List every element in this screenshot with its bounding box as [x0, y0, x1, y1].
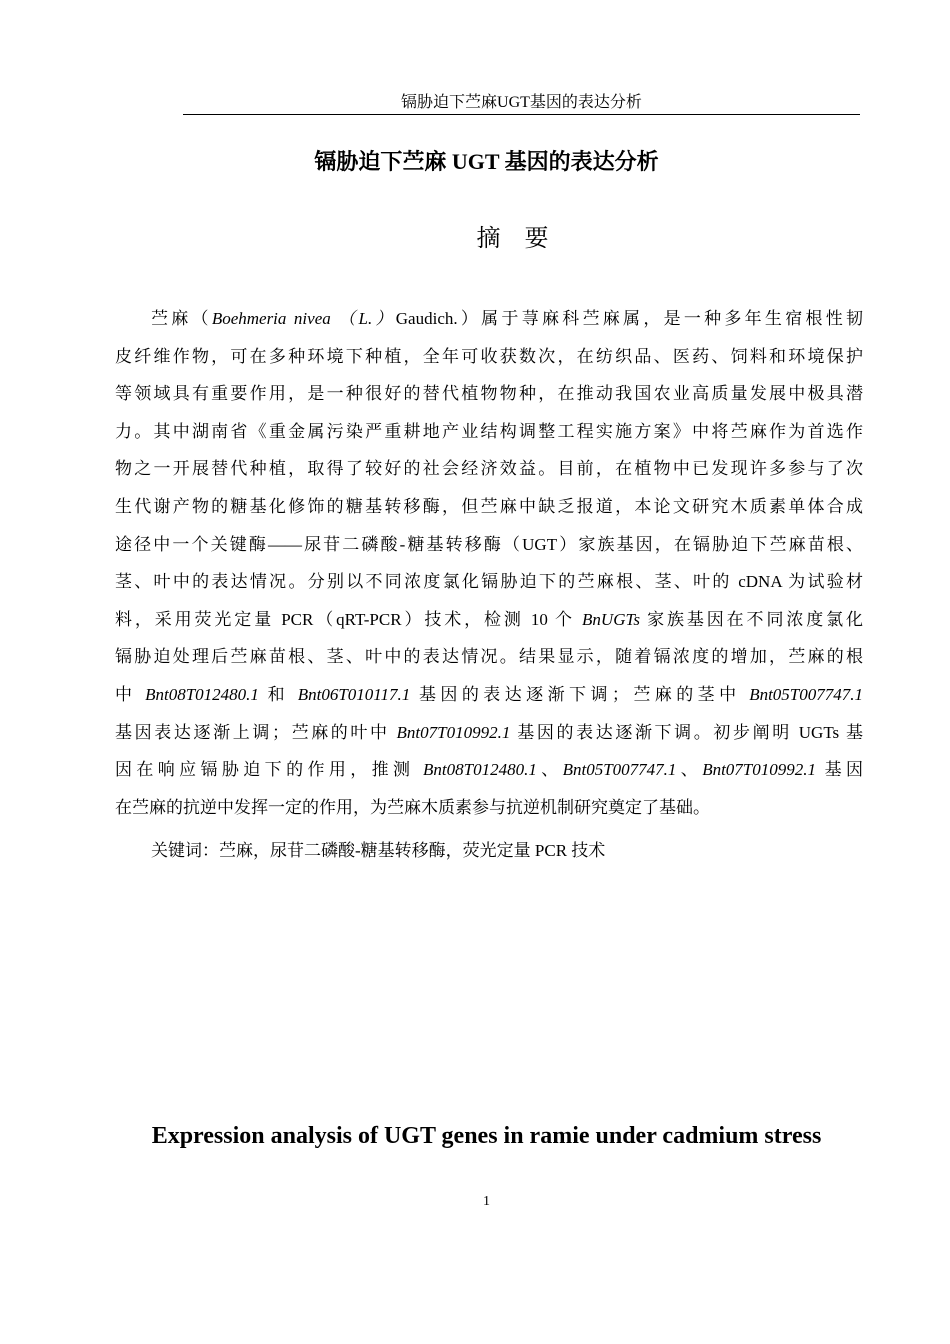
abstract-line: 茎、叶中的表达情况。分别以不同浓度氯化镉胁迫下的苎麻根、茎、叶的 cDNA 为试验材 — [115, 572, 863, 592]
abstract-line: 途径中一个关键酶——尿苷二磷酸-糖基转移酶（UGT）家族基因，在镉胁迫下苎麻苗根、 — [115, 534, 863, 554]
abstract-line: 基因表达逐渐上调；苎麻的叶中 Bnt07T010992.1 基因的表达逐渐下调。初步阐明 UGTs 基 — [115, 722, 864, 742]
abstract-line: 物之一开展替代种植，取得了较好的社会经济效益。目前，在植物中已发现许多参与了次 — [115, 459, 863, 479]
abstract-line: 皮纤维作物，可在多种环境下种植，全年可收获数次，在纺织品、医药、饲料和环境保护 — [115, 346, 863, 366]
gene-or-species-name: Bnt07T010992.1 — [396, 722, 511, 742]
keywords: 关键词：苎麻，尿苷二磷酸-糖基转移酶，荧光定量 PCR 技术 — [151, 841, 606, 860]
abstract-line: 生代谢产物的糖基化修饰的糖基转移酶，但苎麻中缺乏报道，本论文研究木质素单体合成 — [115, 496, 863, 516]
abstract-heading-char-2: 要 — [524, 226, 549, 252]
abstract-body — [115, 300, 863, 826]
chinese-title: 镉胁迫下苎麻 UGT 基因的表达分析 — [314, 149, 659, 174]
abstract-line: 等领域具有重要作用，是一种很好的替代植物物种，在推动我国农业高质量发展中极具潜 — [115, 384, 863, 404]
abstract-heading — [0, 222, 950, 256]
gene-or-species-name: BnUGTs — [582, 609, 640, 629]
gene-or-species-name: Bnt07T010992.1 — [702, 760, 817, 780]
running-header: 镉胁迫下苎麻UGT基因的表达分析 — [401, 94, 642, 111]
abstract-line: 因在响应镉胁迫下的作用，推测 Bnt08T012480.1、Bnt05T007747.1、Bnt07T010992.1 基因 — [115, 760, 864, 780]
page-number: 1 — [483, 1194, 490, 1209]
gene-or-species-name: Bnt05T007747.1 — [749, 684, 864, 704]
abstract-line: 料，采用荧光定量 PCR（qRT-PCR）技术，检测 10 个 BnUGTs 家族基因在不同浓度氯化 — [115, 609, 863, 629]
abstract-line: 力。其中湖南省《重金属污染严重耕地产业结构调整工程实施方案》中将苎麻作为首选作 — [115, 421, 863, 441]
abstract-line: 在苎麻的抗逆中发挥一定的作用，为苎麻木质素参与抗逆机制研究奠定了基础。 — [115, 797, 710, 817]
gene-or-species-name: Boehmeria nivea （L.） — [211, 309, 396, 328]
gene-or-species-name: Bnt06T010117.1 — [297, 684, 411, 704]
gene-or-species-name: Bnt08T012480.1 — [423, 760, 537, 780]
abstract-line: 苎麻（Boehmeria nivea （L.）Gaudich.）属于荨麻科苎麻属，是一种多年生宿根性韧 — [151, 309, 864, 328]
english-title: Expression analysis of UGT genes in ramie under cadmium stress — [151, 1123, 822, 1149]
abstract-line: 镉胁迫处理后苎麻苗根、茎、叶中的表达情况。结果显示，随着镉浓度的增加，苎麻的根 — [115, 647, 863, 667]
gene-or-species-name: Bnt05T007747.1 — [562, 760, 677, 780]
abstract-line: 中 Bnt08T012480.1 和 Bnt06T010117.1 基因的表达逐渐下调；苎麻的茎中 Bnt05T007747.1 — [115, 684, 864, 704]
header-rule — [183, 114, 860, 115]
gene-or-species-name: Bnt08T012480.1 — [145, 684, 259, 704]
abstract-heading-char-1: 摘 — [476, 226, 501, 252]
